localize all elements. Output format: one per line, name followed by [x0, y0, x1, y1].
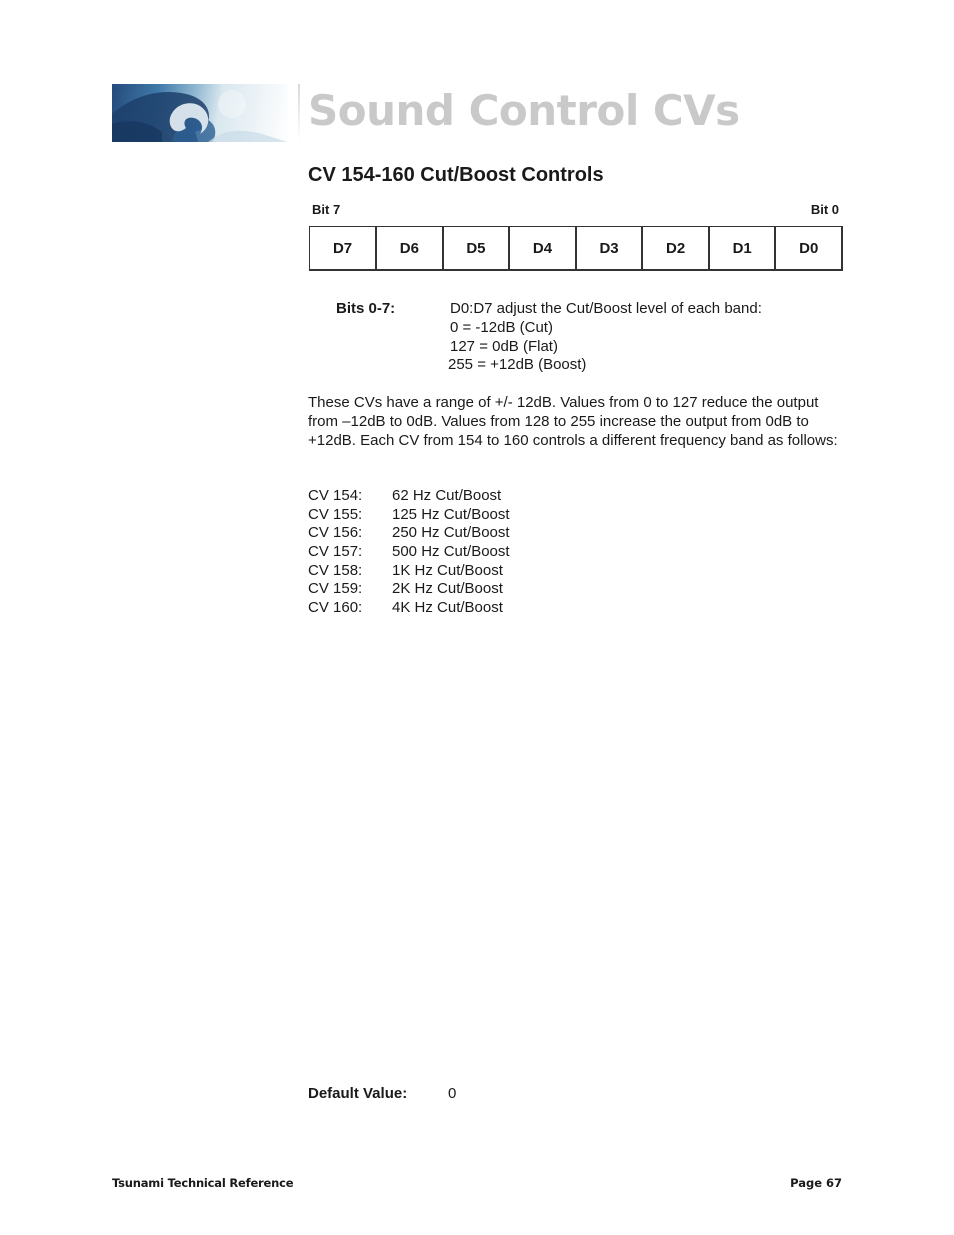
cv-description: 500 Hz Cut/Boost: [392, 543, 510, 561]
bit-cell-d1: D1: [709, 227, 776, 271]
bit-table: [309, 226, 843, 271]
cv-number: CV 154:: [308, 487, 363, 504]
bit-cell-d5: D5: [443, 227, 510, 271]
bit-cell-d7: D7: [310, 227, 377, 271]
bit-cell-d4: D4: [509, 227, 576, 271]
cv-description: 125 Hz Cut/Boost: [392, 505, 510, 523]
cv-number: CV 158:: [308, 561, 363, 579]
default-value-label: Default Value:: [308, 1085, 408, 1102]
wave-logo-image: [112, 84, 288, 142]
bit-table-row: [310, 227, 843, 271]
default-value: 0: [448, 1085, 457, 1102]
cv-number: CV 159:: [308, 580, 363, 598]
cv-number: CV 156:: [308, 524, 363, 542]
bits-label: Bits 0-7:: [336, 300, 396, 317]
bit-cell-d3: D3: [576, 227, 643, 271]
bit-cell-d2: D2: [642, 227, 709, 271]
cv-description: 62 Hz Cut/Boost: [392, 487, 502, 504]
wave-graphic: [112, 84, 288, 142]
cv-description: 250 Hz Cut/Boost: [392, 524, 510, 542]
bit-0-label: Bit 0: [810, 202, 839, 217]
bits-description: D0:D7 adjust the Cut/Boost level of each band:: [450, 300, 762, 317]
footer-page-number: Page 67: [790, 1176, 842, 1190]
cv-number: CV 157:: [308, 543, 363, 561]
bit-cell-d6: D6: [376, 227, 443, 271]
page-title: Sound Control CVs: [308, 86, 740, 135]
cv-number: CV 160:: [308, 599, 363, 617]
cv-description: 1K Hz Cut/Boost: [392, 561, 503, 579]
description-paragraph: These CVs have a range of +/- 12dB. Values from 0 to 127 reduce the output from –12dB to 0dB. Values from 128 to 255 increase the output from 0dB to +12dB. Each CV from 154 to 160 controls a different frequency band as follows:: [308, 394, 838, 449]
footer-document-title: Tsunami Technical Reference: [112, 1176, 294, 1190]
title-separator: [298, 84, 300, 142]
bits-value-cut: 0 = -12dB (Cut): [450, 319, 553, 336]
cv-description: 2K Hz Cut/Boost: [392, 580, 503, 598]
cv-description: 4K Hz Cut/Boost: [392, 599, 503, 617]
section-heading: CV 154-160 Cut/Boost Controls: [308, 164, 604, 186]
bit-7-label: Bit 7: [312, 202, 341, 217]
bit-cell-d0: D0: [775, 227, 842, 271]
cv-number: CV 155:: [308, 505, 363, 523]
bits-value-boost: 255 = +12dB (Boost): [448, 356, 587, 373]
bits-value-flat: 127 = 0dB (Flat): [450, 338, 558, 355]
